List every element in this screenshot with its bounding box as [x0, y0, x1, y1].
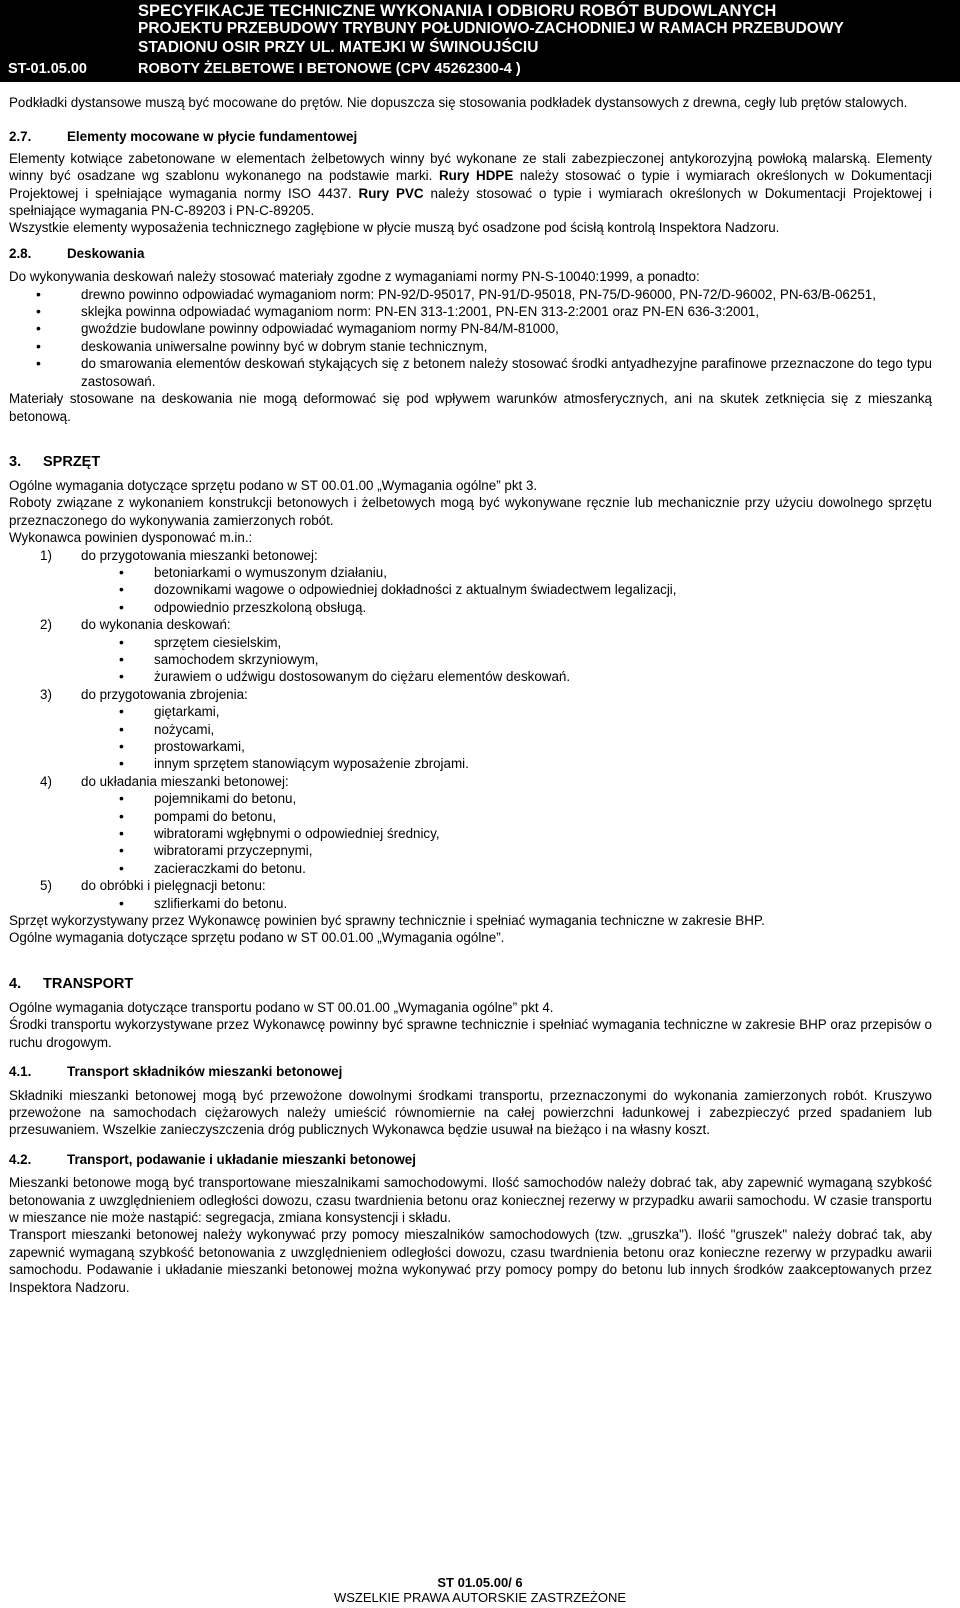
- section-4-paragraph-2: Środki transportu wykorzystywane przez Wykonawcę powinny być sprawne technicznie i spełniać wymagania techniczne w zakresie BHP oraz przepisów o ruchu drogowym.: [9, 1017, 932, 1050]
- section-2-7-paragraph: Elementy kotwiące zabetonowane w elementach żelbetowych winny być wykonane ze stali zabezpieczonej antykorozyjną powłoką malarską. Elementy winny być osadzane wg szablonu wykonanego na podstawie marki. Rury HDPE należy stosować o typie i wymiarach określonych w Dokumentacji Projektowej i spełniające wymagania normy ISO 4437. Rury PVC należy stosować o typie i wymiarach określonych w Dokumentacji Projektowej i spełniające wymagania PN-C-89203 i PN-C-89205.: [9, 150, 932, 219]
- intro-paragraph: Podkładki dystansowe muszą być mocowane do prętów. Nie dopuszcza się stosowania podkładek dystansowych z drewna, cegły lub prętów stalowych.: [9, 95, 908, 110]
- list-item: • wibratorami przyczepnymi,: [9, 842, 932, 859]
- equipment-list: [9, 547, 932, 913]
- formwork-materials-list: [9, 286, 932, 390]
- page-footer: [0, 1575, 960, 1605]
- list-item: • nożycami,: [9, 721, 932, 738]
- header-section-title: ROBOTY ŻELBETOWE I BETONOWE (CPV 45262300-4 ): [138, 61, 521, 77]
- copyright-notice: WSZELKIE PRAWA AUTORSKIE ZASTRZEŻONE: [333, 1590, 627, 1605]
- section-number: 2.7.: [9, 129, 32, 145]
- section-3-paragraph-1: Ogólne wymagania dotyczące sprzętu podano w ST 00.01.00 „Wymagania ogólne” pkt 3.: [9, 477, 538, 493]
- list-item: • odpowiednio przeszkoloną obsługą.: [9, 599, 932, 616]
- list-item: • dozownikami wagowe o odpowiedniej dokładności z aktualnym świadectwem legalizacji,: [9, 581, 932, 598]
- section-3-paragraph-3: Wykonawca powinien dysponować m.in.:: [9, 530, 253, 546]
- equipment-group: 5) do obróbki i pielęgnacji betonu: • szlifierkami do betonu.: [9, 877, 932, 912]
- list-item: • giętarkami,: [9, 703, 932, 720]
- page-number: ST 01.05.00/ 6: [437, 1575, 523, 1590]
- equipment-group: 3) do przygotowania zbrojenia: • giętarkami, • nożycami, • prostowarkami, • innym sprzętem stanowiącym wyposażenie zbrojami.: [9, 686, 932, 773]
- section-title: Deskowania: [67, 245, 145, 261]
- header-spec-code: ST-01.05.00: [8, 61, 87, 77]
- document-body: [9, 94, 932, 1296]
- header-line-3: STADIONU OSIR PRZY UL. MATEJKI W ŚWINOUJŚCIU: [138, 39, 539, 56]
- list-item: • do smarowania elementów deskowań stykających się z betonem należy stosować środki antyadhezyjne parafinowe przeznaczone do tego typu zastosowań.: [9, 355, 932, 390]
- list-item: • prostowarkami,: [9, 738, 932, 755]
- list-item: • gwoździe budowlane powinny odpowiadać wymaganiom normy PN-84/M-81000,: [9, 320, 932, 337]
- equipment-group: 2) do wykonania deskowań: • sprzętem ciesielskim, • samochodem skrzyniowym, • żurawiem o udźwigu dostosowanym do ciężaru elementów deskowań.: [9, 616, 932, 686]
- section-2-7-paragraph-2: Wszystkie elementy wyposażenia technicznego zagłębione w płycie muszą być osadzone pod ścisłą kontrolą Inspektora Nadzoru.: [9, 220, 780, 236]
- equipment-group: 4) do układania mieszanki betonowej: • pojemnikami do betonu, • pompami do betonu, • wibratorami wgłębnymi o odpowiedniej średnicy, • wibratorami przyczepnymi, • zacieraczkami do betonu.: [9, 773, 932, 877]
- header-line-1: SPECYFIKACJE TECHNICZNE WYKONANIA I ODBIORU ROBÓT BUDOWLANYCH: [138, 2, 777, 20]
- list-item: • sprzętem ciesielskim,: [9, 634, 932, 651]
- list-item: • deskowania uniwersalne powinny być w dobrym stanie technicznym,: [9, 338, 932, 355]
- section-4-paragraph-1: Ogólne wymagania dotyczące transportu podano w ST 00.01.00 „Wymagania ogólne” pkt 4.: [9, 999, 554, 1015]
- equipment-group: 1) do przygotowania mieszanki betonowej: • betoniarkami o wymuszonym działaniu, • dozownikami wagowe o odpowiedniej dokładności z aktualnym świadectwem legalizacji, • odpowiednio przeszkoloną obsługą.: [9, 547, 932, 617]
- section-2-7-heading: [9, 128, 932, 145]
- section-4-heading: 4. TRANSPORT: [9, 975, 134, 992]
- header-line-2: PROJEKTU PRZEBUDOWY TRYBUNY POŁUDNIOWO-ZACHODNIEJ W RAMACH PRZEBUDOWY: [138, 20, 844, 37]
- list-item: • samochodem skrzyniowym,: [9, 651, 932, 668]
- section-title: Elementy mocowane w płycie fundamentowej: [67, 129, 358, 145]
- list-item: • innym sprzętem stanowiącym wyposażenie zbrojami.: [9, 755, 932, 772]
- section-4-2-paragraph-2: Transport mieszanki betonowej należy wykonywać przy pomocy mieszalników samochodowych (tzw. „gruszka"). Ilość "gruszek" należy dobrać tak, aby zapewnić wymaganą szybkość betonowania z uwzględnieniem odległości dowozu, czasu twardnienia betonu oraz konieczne rezerwy w przypadku awarii samochodu. Podawanie i układanie mieszanki betonowej można wykonywać przy pomocy pompy do betonu lub innych środków zaakceptowanych przez Inspektora Nadzoru.: [9, 1227, 932, 1295]
- list-item: • pompami do betonu,: [9, 808, 932, 825]
- section-3-paragraph-5: Ogólne wymagania dotyczące sprzętu podano w ST 00.01.00 „Wymagania ogólne”.: [9, 930, 505, 946]
- section-4-2-heading: 4.2. Transport, podawanie i układanie mieszanki betonowej: [9, 1151, 416, 1167]
- page-header: [0, 0, 960, 82]
- section-4-1-heading: 4.1. Transport składników mieszanki betonowej: [9, 1064, 343, 1080]
- list-item: • betoniarkami o wymuszonym działaniu,: [9, 564, 932, 581]
- section-3-paragraph-2: Roboty związane z wykonaniem konstrukcji betonowych i żelbetowych mogą być wykonywane ręcznie lub mechanicznie przy użyciu dowolnego sprzętu przeznaczonego do wykonywania zamierzonych robót.: [9, 495, 932, 528]
- section-2-8-lead: Do wykonywania deskowań należy stosować materiały zgodne z wymaganiami normy PN-S-10040:1999, a ponadto:: [9, 269, 700, 285]
- list-item: • zacieraczkami do betonu.: [9, 860, 932, 877]
- section-number: 2.8.: [9, 245, 32, 261]
- section-2-8-heading: [9, 245, 932, 262]
- list-item: • sklejka powinna odpowiadać wymaganiom norm: PN-EN 313-1:2001, PN-EN 313-2:2001 oraz PN-EN 636-3:2001,: [9, 303, 932, 320]
- list-item: • wibratorami wgłębnymi o odpowiedniej średnicy,: [9, 825, 932, 842]
- section-2-8-outro: Materiały stosowane na deskowania nie mogą deformować się pod wpływem warunków atmosferycznych, ani na skutek zetknięcia się z mieszanką betonową.: [9, 391, 932, 424]
- section-3-heading: 3. SPRZĘT: [9, 453, 101, 470]
- list-item: • drewno powinno odpowiadać wymaganiom norm: PN-92/D-95017, PN-91/D-95018, PN-75/D-96000, PN-72/D-96002, PN-63/B-06251,: [9, 286, 932, 303]
- list-item: • szlifierkami do betonu.: [9, 895, 932, 912]
- section-4-1-paragraph: Składniki mieszanki betonowej mogą być przewożone dowolnymi środkami transportu, przeznaczonymi do wykonania zamierzonych robót. Kruszywo przewożone na samochodach ciężarowych należy umieścić równomiernie na całej powierzchni ładunkowej i zabezpieczyć przed spadaniem lub przesuwaniem. Wszelkie zanieczyszczenia dróg publicznych Wykonawca będzie usuwał na bieżąco i na własny koszt.: [9, 1087, 932, 1138]
- section-3-paragraph-4: Sprzęt wykorzystywany przez Wykonawcę powinien być sprawny technicznie i spełniać wymagania techniczne w zakresie BHP.: [9, 913, 765, 929]
- section-4-2-paragraph-1: Mieszanki betonowe mogą być transportowane mieszalnikami samochodowymi. Ilość samochodów należy dobrać tak, aby zapewnić wymaganą szybkość betonowania z uwzględnieniem odległości dowozu, czasu twardnienia betonu oraz koniecznej rezerwy w przypadku awarii samochodu. W czasie transportu w mieszance nie może nastąpić: segregacja, zmiana konsystencji i składu.: [9, 1175, 932, 1225]
- list-item: • żurawiem o udźwigu dostosowanym do ciężaru elementów deskowań.: [9, 668, 932, 685]
- list-item: • pojemnikami do betonu,: [9, 790, 932, 807]
